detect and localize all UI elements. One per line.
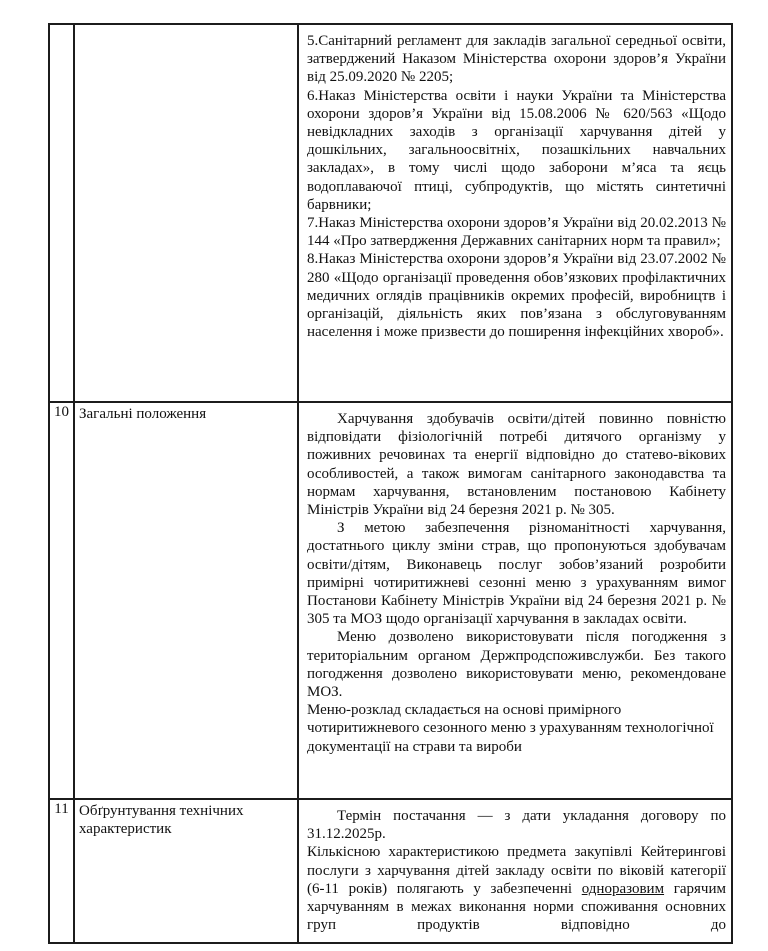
regulation-item-7: 7.Наказ Міністерства охорони здоров’я України від 20.02.2013 № 144 «Про затвердження Державних санітарних норм та правил»; — [307, 215, 726, 250]
row-content-cell — [298, 24, 732, 402]
row-label-cell: Загальні положення — [74, 402, 298, 799]
table-row-general-provisions — [49, 402, 732, 799]
general-paragraph-menu-schedule: Меню-розклад складається на основі примірного чотиритижневого сезонного меню з урахуванням технологічної документації на страви та вироби — [307, 702, 714, 755]
row-content-cell — [298, 799, 732, 943]
table-row-technical-justification — [49, 799, 732, 943]
general-paragraph-nutrition: Харчування здобувачів освіти/дітей повинно повністю відповідати фізіологічній потребі дитячого організму у поживних речовинах та енергії відповідно до статево-вікових особливостей, а також вимогам санітарного законодавства та нормам харчування, встановленим постановою Кабінету Міністрів України від 24 березня 2021 р. № 305. — [307, 411, 726, 519]
quantity-text-after: гарячим харчуванням в межах виконання норми споживання основних груп продуктів відповідно до — [307, 880, 726, 934]
quantity-text-underlined: одноразовим — [581, 880, 665, 897]
justification-paragraph-quantity — [307, 843, 726, 934]
row-number-cell: 10 — [49, 402, 74, 799]
regulation-item-8: 8.Наказ Міністерства охорони здоров’я України від 23.07.2002 № 280 «Щодо організації проведення обов’язкових профілактичних медичних оглядів працівників окремих професій, виробництв і організацій, діяльність яких пов’язана з обслуговуванням населення і може призвести до поширення інфекційних хвороб». — [307, 251, 726, 341]
regulation-item-5: 5.Санітарний регламент для закладів загальної середньої освіти, затверджений Наказом Міністерства охорони здоров’я України від 25.09.2020 № 2205; — [307, 33, 726, 86]
row-label-cell — [74, 24, 298, 402]
row-number-cell — [49, 24, 74, 402]
row-label-cell: Обґрунтування технічних характеристик — [74, 799, 298, 943]
justification-paragraph-term: Термін постачання — з дати укладання договору по 31.12.2025р. — [307, 808, 726, 843]
row-number-cell: 11 — [49, 799, 74, 943]
general-paragraph-menu-approval: Меню дозволено використовувати після погодження з територіальним органом Держпродспоживслужби. Без такого погодження дозволено використовувати меню, рекомендоване МОЗ. — [307, 629, 726, 701]
regulation-item-6: 6.Наказ Міністерства освіти і науки України та Міністерства охорони здоров’я України від 15.08.2006 № 620/563 «Щодо невідкладних заходів з організації харчування дітей у дошкільних, загальноосвітніх, позашкільних навчальних закладах», в тому числі щодо заборони м’яса та яєць водоплаваючої птиці, субпродуктів, що містять синтетичні барвники; — [307, 87, 726, 213]
table-row-regulations — [49, 24, 732, 402]
procurement-requirements-table — [48, 23, 733, 944]
row-content-cell — [298, 402, 732, 799]
quantity-text-before: Кількісною характеристикою предмета закупівлі Кейтерингові послуги з харчування дітей закладу освіти по віковій категорії (6-11 років) полягають у забезпеченні — [307, 844, 726, 897]
general-paragraph-menu-development: З метою забезпечення різноманітності харчування, достатнього циклу зміни страв, що пропонуються здобувачам освіти/дітям, Виконавець послуг зобов’язаний розробити примірні чотиритижневі сезонні меню з урахуванням вимог Постанови Кабінету Міністрів України від 24 березня 2021 р. № 305 та МОЗ щодо організації харчування в закладах освіти. — [307, 520, 726, 628]
